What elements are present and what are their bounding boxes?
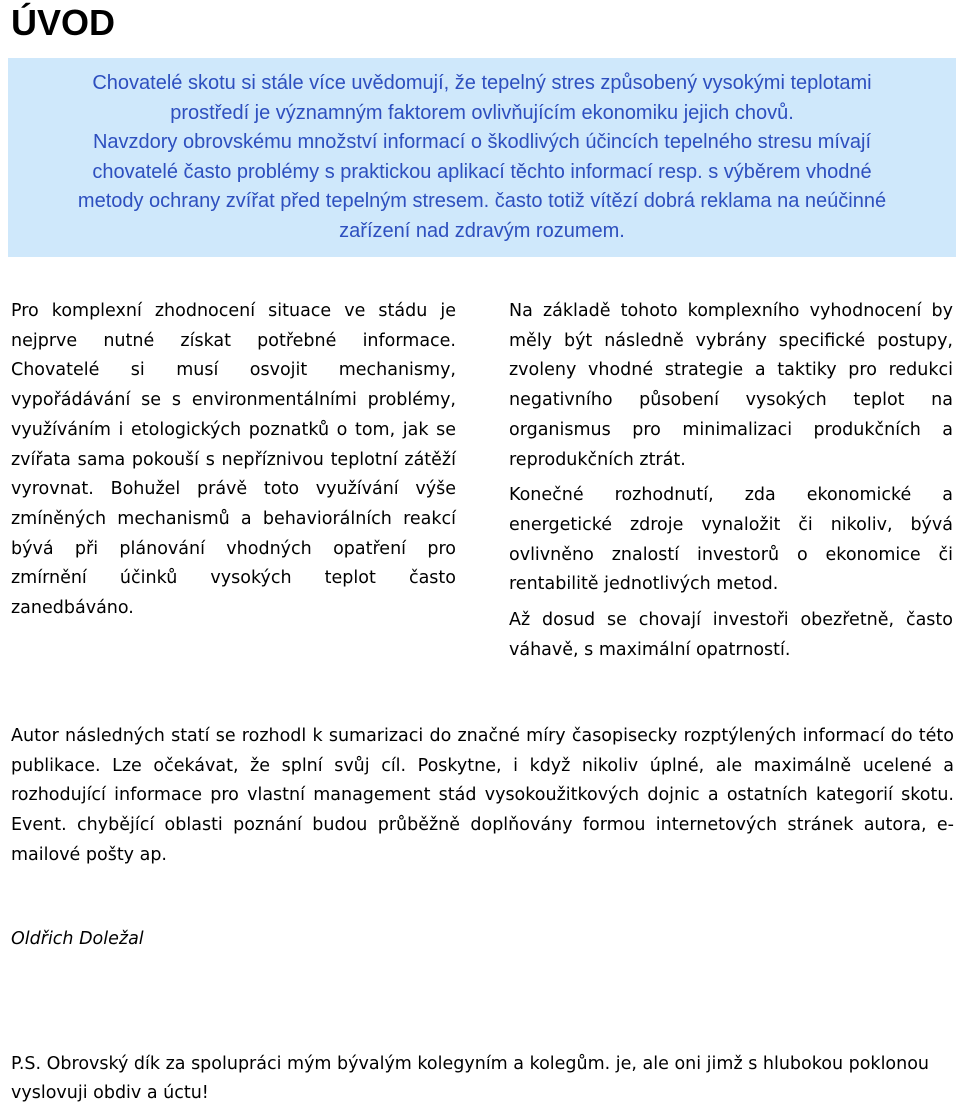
intro-line: Chovatelé skotu si stále více uvědomují, že tepelný stres způsobený vysokými teplotami [92,72,872,94]
right-column-paragraph: Na základě tohoto komplexního vyhodnocení by měly být následně vybrány specifické postupy, zvoleny vhodné strategie a taktiky pro redukci negativního působení vysokých teplot na organismus pro minimalizaci produkčních a reprodukčních ztrát. [509,301,953,470]
right-column [509,297,953,665]
right-column-paragraph: Až dosud se chovají investoři obezřetně, často váhavě, s maximální opatrností. [509,610,953,660]
page-title: ÚVOD [11,2,116,43]
author-signature: Oldřich Doležal [11,929,144,949]
postscript: P.S. Obrovský dík za spolupráci mým bývalým kolegyním a kolegům. je, ale oni jimž s hlubokou poklonou vyslovuji obdiv a úctu! [11,1054,930,1103]
right-column-paragraph: Konečné rozhodnutí, zda ekonomické a energetické zdroje vynaložit či nikoliv, bývá ovlivněno znalostí investorů o ekonomice či rentabilitě jednotlivých metod. [509,485,953,595]
intro-line: metody ochrany zvířat před tepelným stresem. často totiž vítězí dobrá reklama na neúčinné [77,190,887,212]
intro-line: chovatelé často problémy s praktickou aplikací těchto informací resp. s výběrem vhodné [92,160,872,183]
intro-line: prostředí je významným faktorem ovlivňujícím ekonomiku jejich chovů. [170,101,794,124]
left-column-paragraph: Pro komplexní zhodnocení situace ve stádu je nejprve nutné získat potřebné informace. Chovatelé si musí osvojit mechanismy, vypořádávání se s environmentálními problémy, využíváním i etologických poznatků o tom, jak se zvířata sama pokouší s nepříznivou teplotní zátěží vyrovnat. Bohužel právě toto využívání výše zmíněných mechanismů a behaviorálních reakcí bývá při plánování vhodných opatření pro zmírnění účinků vysokých teplot často zanedbáváno. [11,301,456,619]
intro-line: Navzdory obrovskému množství informací o škodlivých účincích tepelného stresu mívají [92,131,872,153]
left-column [11,297,456,624]
intro-callout [8,58,956,257]
intro-line: zařízení nad zdravým rozumem. [339,219,625,242]
closing-paragraph: Autor následných statí se rozhodl k sumarizaci do značné míry časopisecky rozptýlených informací do této publikace. Lze očekávat, že splní svůj cíl. Poskytne, i když nikoliv úplné, ale maximálně ucelené a rozhodující informace pro vlastní management stád vysokoužitkových dojnic a ostatních kategorií skotu. Event. chybějící oblasti poznání budou průběžně doplňovány formou internetových stránek autora, e-mailové pošty ap. [11,726,954,865]
